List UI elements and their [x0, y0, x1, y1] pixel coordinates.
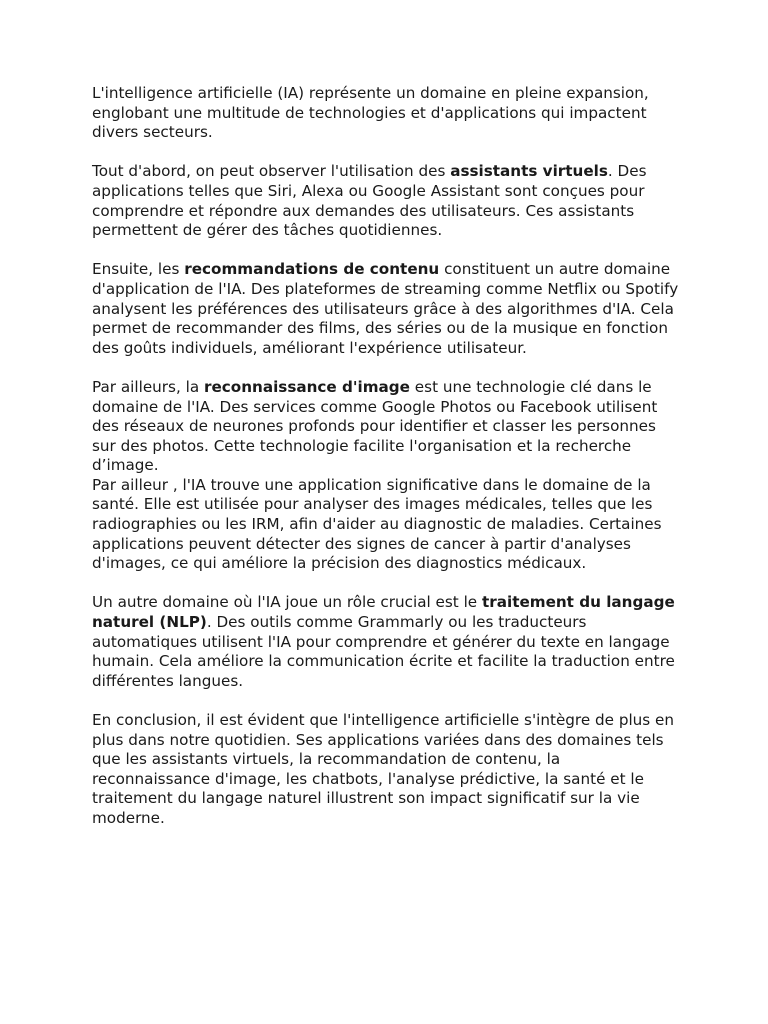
paragraph-text: Tout d'abord, on peut observer l'utilisation des: [92, 162, 451, 181]
paragraph-text: constituent un autre domaine d'application de l'IA. Des plateformes de streaming comme Netflix ou Spotify analysent les préférences des utilisateurs grâce à des algorithmes d'IA. Cela permet de recommander des films, des séries ou de la musique en fonction des goûts individuels, améliorant l'expérience utilisateur.: [92, 260, 679, 357]
paragraph-text: . Des outils comme Grammarly ou les traducteurs automatiques utilisent l'IA pour comprendre et générer du texte en langage humain. Cela améliore la communication écrite et facilite la traduction entre différentes langues.: [92, 613, 675, 690]
paragraph-introduction: L'intelligence artificielle (IA) représente un domaine en pleine expansion, englobant une multitude de technologies et d'applications qui impactent divers secteurs.: [92, 84, 649, 142]
bold-term-nlp: traitement du langage naturel (NLP): [92, 593, 675, 632]
paragraph-image-recognition: [92, 378, 682, 476]
paragraph-health: Par ailleur , l'IA trouve une application significative dans le domaine de la santé. Elle est utilisée pour analyser des images médicales, telles que les radiographies ou les IRM, afin d'aider au diagnostic de maladies. Certaines applications peuvent détecter des signes de cancer à partir d'analyses d'images, ce qui améliore la précision des diagnostics médicaux.: [92, 475, 662, 573]
paragraph-text: Par ailleurs, la: [92, 377, 204, 396]
bold-term-content-recommendations: recommandations de contenu: [184, 260, 440, 279]
bold-term-image-recognition: reconnaissance d'image: [203, 377, 410, 396]
paragraph-text: . Des applications telles que Siri, Alexa ou Google Assistant sont conçues pour comprendre et répondre aux demandes des utilisateurs. Ces assistants permettent de gérer des tâches quotidiennes.: [92, 162, 647, 240]
paragraph-nlp: [92, 593, 682, 691]
paragraph-text: est une technologie clé dans le domaine de l'IA. Des services comme Google Photos ou Facebook utilisent des réseaux de neurones profonds pour identifier et classer les personnes sur des photos. Cette technologie facilite l'organisation et la recherche d’image.: [92, 377, 658, 475]
paragraph-text: Un autre domaine où l'IA joue un rôle crucial est le: [92, 593, 482, 612]
document-body: [92, 84, 682, 848]
paragraph-virtual-assistants: [92, 162, 682, 240]
paragraph-text: Ensuite, les: [92, 260, 185, 279]
bold-term-virtual-assistants: assistants virtuels: [450, 162, 608, 181]
paragraph-conclusion: En conclusion, il est évident que l'intelligence artificielle s'intègre de plus en plus dans notre quotidien. Ses applications variées dans des domaines tels que les assistants virtuels, la recommandation de contenu, la reconnaissance d'image, les chatbots, l'analyse prédictive, la santé et le traitement du langage naturel illustrent son impact significatif sur la vie moderne.: [92, 711, 675, 827]
paragraph-content-recommendations: [92, 260, 682, 358]
